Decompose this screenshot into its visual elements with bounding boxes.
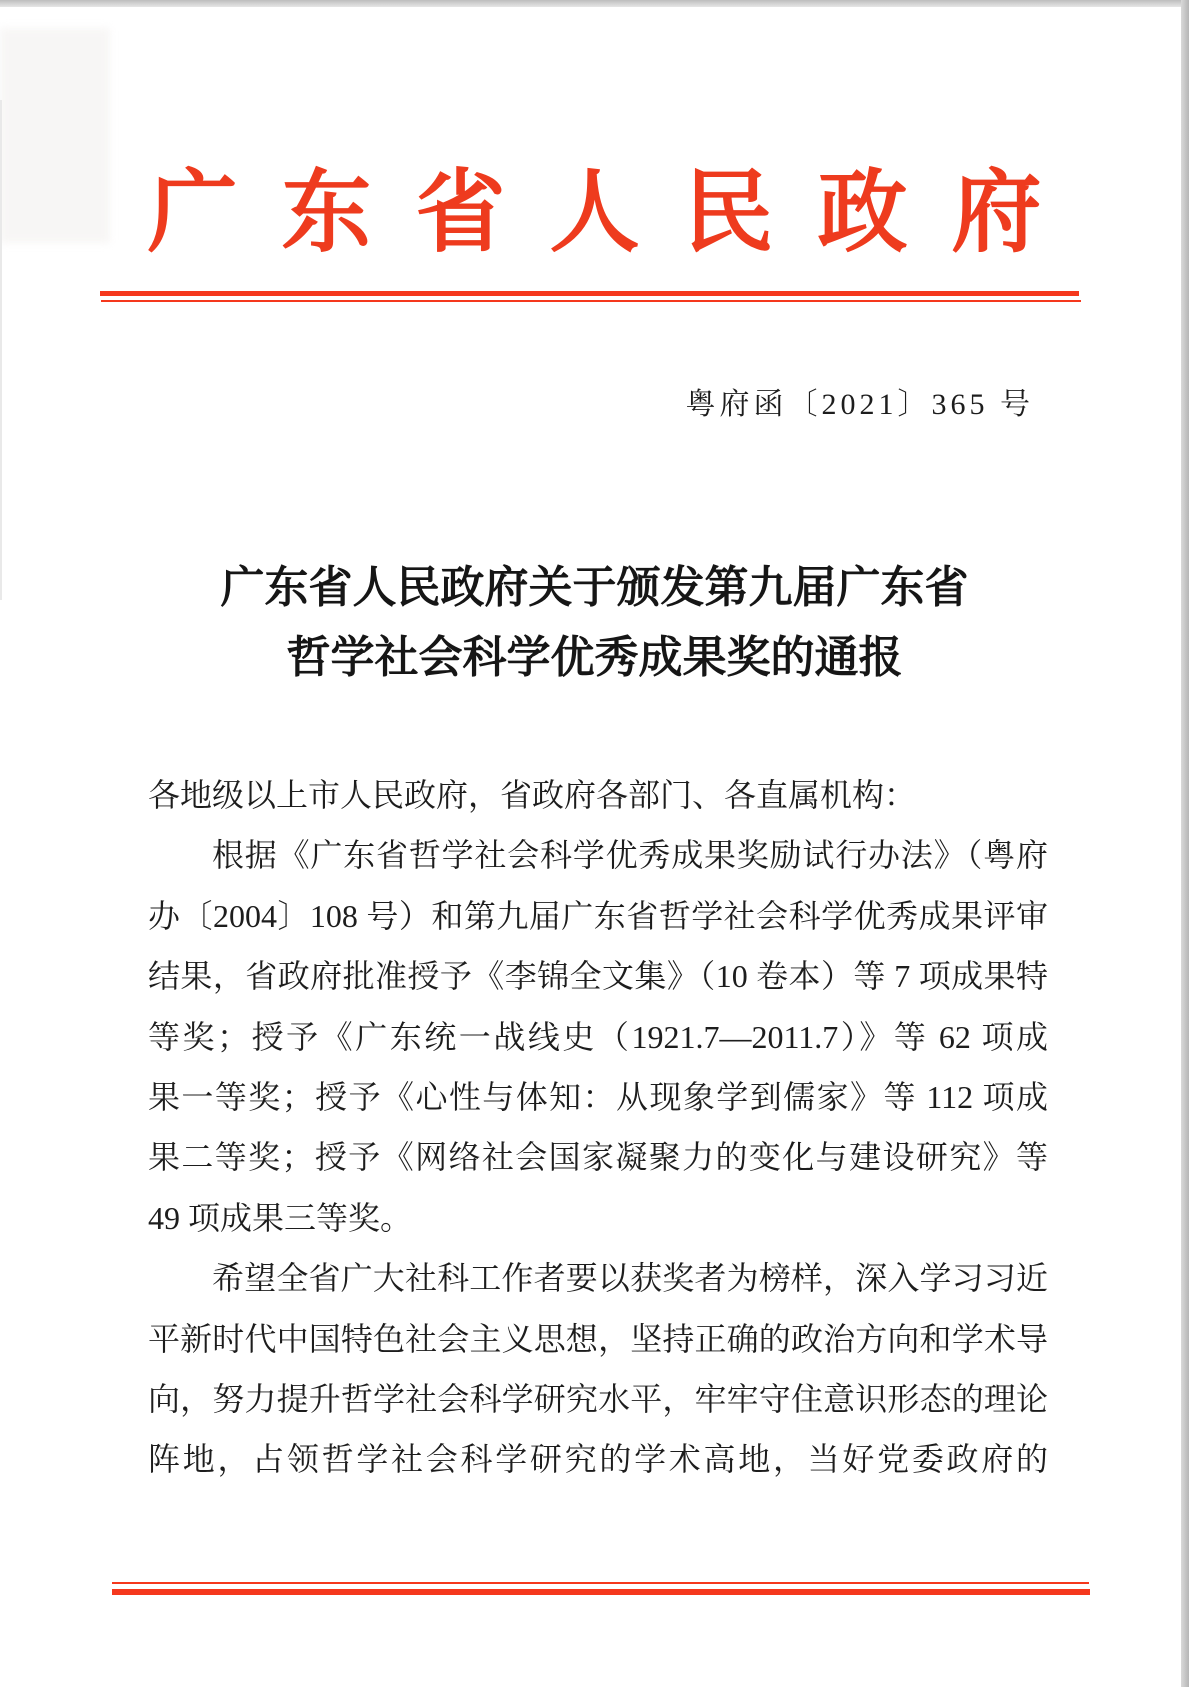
body-text-line: 阵地，占领哲学社会科学研究的学术高地，当好党委政府的 [148, 1441, 1048, 1478]
body-text-line: 向，努力提升哲学社会科学研究水平，牢牢守住意识形态的理论 [148, 1381, 1048, 1418]
body-text-line: 希望全省广大社科工作者要以获奖者为榜样，深入学习习近 [212, 1260, 1048, 1297]
document-title-line-2: 哲学社会科学优秀成果奖的通报 [286, 633, 903, 682]
body-text-line: 结果，省政府批准授予《李锦全文集》（10 卷本）等 7 项成果特 [148, 958, 1048, 995]
body-text-line: 根据《广东省哲学社会科学优秀成果奖励试行办法》（粤府 [212, 837, 1048, 874]
document-body [148, 765, 1048, 1490]
body-text-line: 果一等奖；授予《心性与体知：从现象学到儒家》等 112 项成 [148, 1079, 1048, 1116]
body-text-line: 49 项成果三等奖。 [148, 1199, 413, 1236]
document-title [0, 553, 1189, 693]
document-reference-number: 粤府函〔2021〕365 号 [685, 388, 1034, 421]
document-title-line-1: 广东省人民政府关于颁发第九届广东省 [220, 563, 969, 612]
footer-rule-thin [112, 1582, 1089, 1584]
scan-edge-top [0, 0, 1189, 7]
body-text-line: 果二等奖；授予《网络社会国家凝聚力的变化与建设研究》等 [148, 1139, 1048, 1176]
letterhead-rule-thick [100, 291, 1079, 296]
letterhead-agency-name: 广东省人民政府 [147, 164, 1086, 263]
body-text-line: 平新时代中国特色社会主义思想，坚持正确的政治方向和学术导 [148, 1320, 1048, 1357]
body-salutation-line: 各地级以上市人民政府，省政府各部门、各直属机构： [148, 777, 917, 813]
body-text-line: 等奖；授予《广东统一战线史（1921.7—2011.7）》等 62 项成 [148, 1018, 1048, 1055]
footer-rule-thick [112, 1589, 1090, 1595]
letterhead-rule-thin [101, 300, 1081, 302]
body-text-line: 办〔2004〕108 号）和第九届广东省哲学社会科学优秀成果评审 [148, 897, 1048, 934]
